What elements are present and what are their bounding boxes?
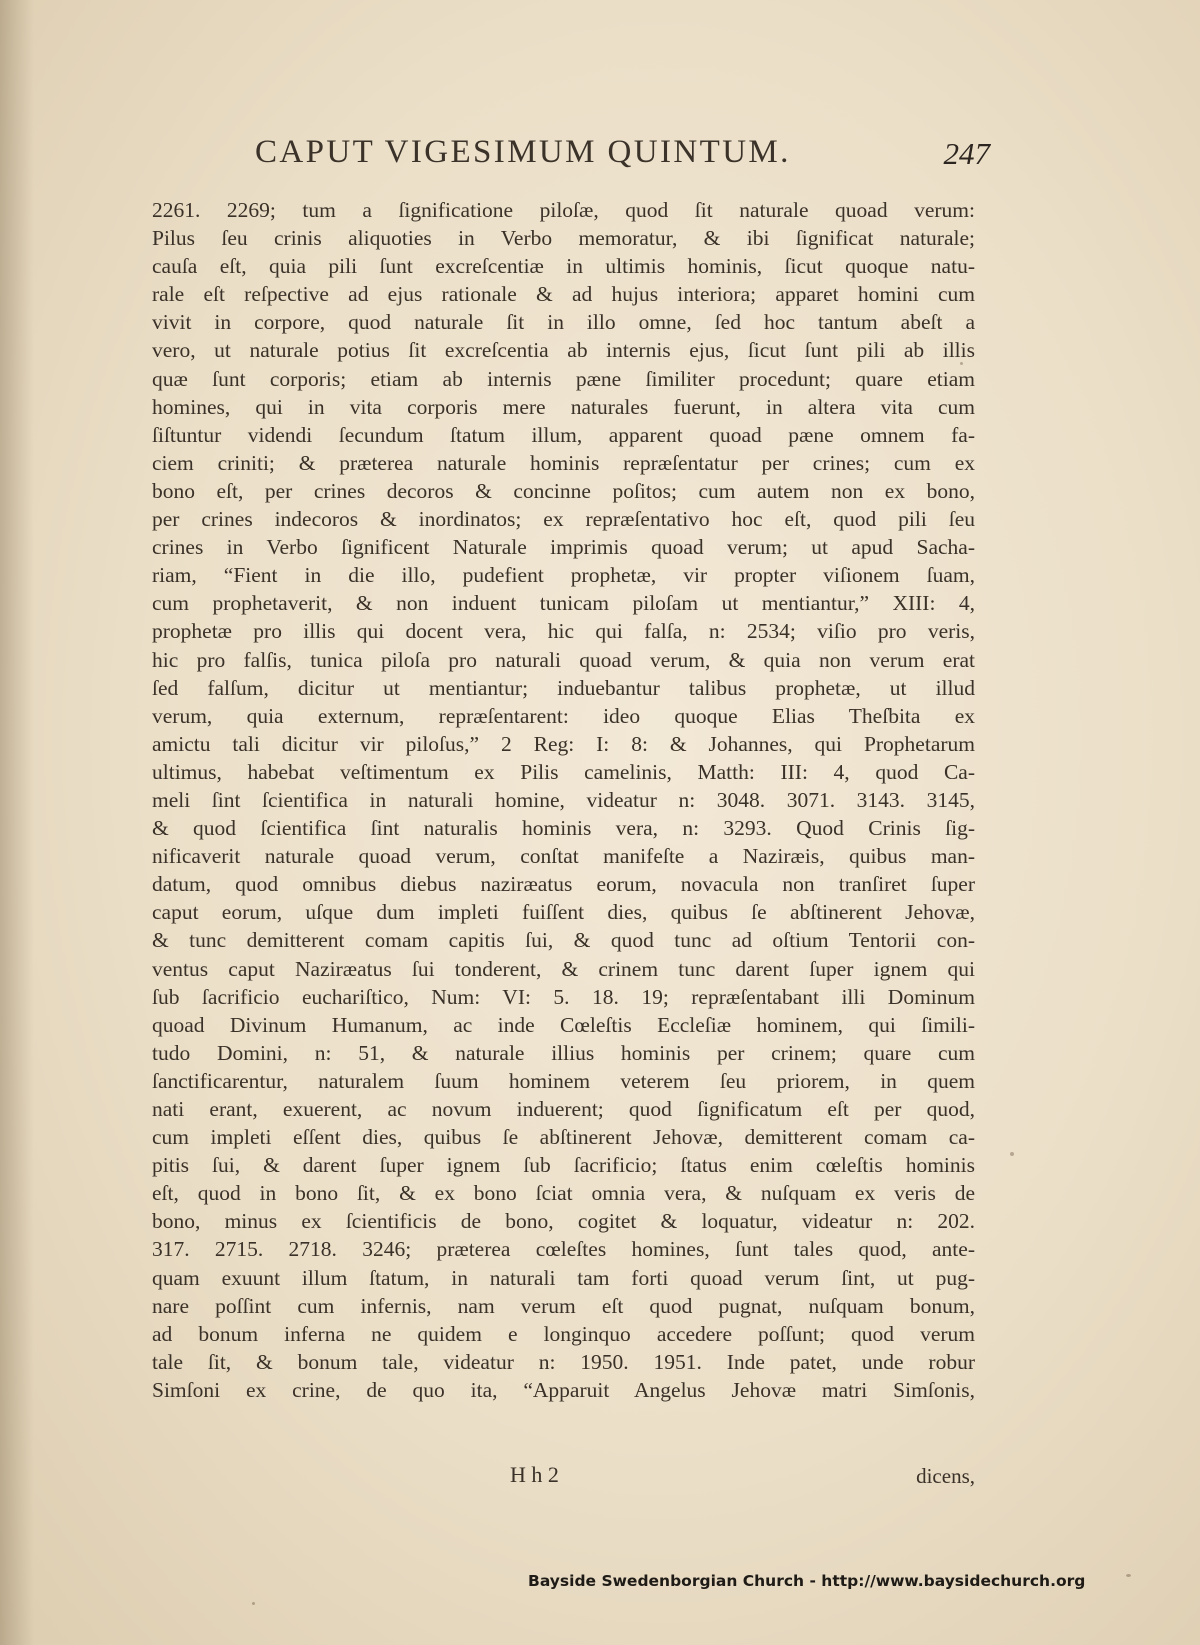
text-line: 317. 2715. 2718. 3246; præterea cœleſtes homines, ſunt tales quod, ante- xyxy=(152,1237,975,1262)
text-line: ventus caput Naziræatus ſui tonderent, & crinem tunc darent ſuper ignem qui xyxy=(152,956,975,981)
text-line: cum prophetaverit, & non induent tunicam piloſam ut mentiantur,” XIII: 4, xyxy=(152,591,975,616)
text-line: verum, quia externum, repræſentarent: ideo quoque Elias Theſbita ex xyxy=(152,703,975,728)
page-header xyxy=(150,128,990,176)
body-text xyxy=(152,196,975,1404)
text-line: caput eorum, uſque dum impleti fuiſſent dies, quibus ſe abſtinerent Jehovæ, xyxy=(152,900,975,925)
text-line: vivit in corpore, quod naturale ſit in illo omne, ſed hoc tantum abeſt a xyxy=(152,310,975,335)
paper-speck xyxy=(252,1602,255,1605)
gutter-shadow xyxy=(0,0,34,1645)
text-line: cum impleti eſſent dies, quibus ſe abſtinerent Jehovæ, demitterent comam ca- xyxy=(152,1125,975,1150)
text-line: bono, minus ex ſcientificis de bono, cogitet & loquatur, videatur n: 202. xyxy=(152,1209,975,1234)
text-line: ſed falſum, dicitur ut mentiantur; induebantur talibus prophetæ, ut illud xyxy=(152,675,975,700)
text-line: bono eſt, per crines decoros & concinne poſitos; cum autem non ex bono, xyxy=(152,478,975,503)
paper-speck xyxy=(960,362,963,365)
text-line: prophetæ pro illis qui docent vera, hic qui falſa, n: 2534; viſio pro veris, xyxy=(152,619,975,644)
page-footer xyxy=(150,1462,975,1492)
running-title: CAPUT VIGESIMUM QUINTUM. xyxy=(255,134,791,170)
page-number: 247 xyxy=(943,136,990,171)
text-line: rale eſt reſpective ad ejus rationale & ad hujus interiora; apparet homini cum xyxy=(152,282,975,307)
text-line: nare poſſint cum infernis, nam verum eſt quod pugnat, nuſquam bonum, xyxy=(152,1293,975,1318)
paper-speck xyxy=(1010,1152,1014,1156)
text-line: nificaverit naturale quoad verum, conſtat manifeſte a Naziræis, quibus man- xyxy=(152,844,975,869)
watermark: Bayside Swedenborgian Church - http://www.baysidechurch.org xyxy=(528,1572,1086,1590)
text-line: quæ ſunt corporis; etiam ab internis pæne ſimiliter procedunt; quare etiam xyxy=(152,366,975,391)
text-line: ultimus, habebat veſtimentum ex Pilis camelinis, Matth: III: 4, quod Ca- xyxy=(152,759,975,784)
text-line: meli ſint ſcientifica in naturali homine, videatur n: 3048. 3071. 3143. 3145, xyxy=(152,787,975,812)
text-line: & tunc demitterent comam capitis ſui, & quod tunc ad oſtium Tentorii con- xyxy=(152,928,975,953)
text-line: riam, “Fient in die illo, pudefient prophetæ, vir propter viſionem ſuam, xyxy=(152,563,975,588)
text-line: tale ſit, & bonum tale, videatur n: 1950. 1951. Inde patet, unde robur xyxy=(152,1349,975,1374)
text-line: datum, quod omnibus diebus naziræatus eorum, novacula non tranſiret ſuper xyxy=(152,872,975,897)
text-line: cauſa eſt, quia pili ſunt excreſcentiæ in ultimis hominis, ſicut quoque natu- xyxy=(152,254,975,279)
text-line: ad bonum inferna ne quidem e longinquo accedere poſſunt; quod verum xyxy=(152,1321,975,1346)
text-line: Pilus ſeu crinis aliquoties in Verbo memoratur, & ibi ſignificat naturale; xyxy=(152,226,975,251)
text-line: hic pro falſis, tunica piloſa pro naturali quoad verum, & quia non verum erat xyxy=(152,647,975,672)
text-line: Simſoni ex crine, de quo ita, “Apparuit Angelus Jehovæ matri Simſonis, xyxy=(152,1377,975,1402)
text-line: tudo Domini, n: 51, & naturale illius hominis per crinem; quare cum xyxy=(152,1040,975,1065)
text-line: per crines indecoros & inordinatos; ex repræſentativo hoc eſt, quod pili ſeu xyxy=(152,507,975,532)
text-line: ſub ſacrificio euchariſtico, Num: VI: 5. 18. 19; repræſentabant illi Dominum xyxy=(152,984,975,1009)
text-line: vero, ut naturale potius ſit excreſcentia ab internis ejus, ſicut ſunt pili ab illis xyxy=(152,338,975,363)
text-line: quam exuunt illum ſtatum, in naturali tam forti quoad verum ſint, ut pug- xyxy=(152,1265,975,1290)
text-line: ciem criniti; & præterea naturale hominis repræſentatur per crines; cum ex xyxy=(152,450,975,475)
catchword: dicens, xyxy=(916,1464,975,1488)
text-line: ſanctificarentur, naturalem ſuum hominem veterem ſeu priorem, in quem xyxy=(152,1068,975,1093)
text-line: nati erant, exuerent, ac novum induerent; quod ſignificatum eſt per quod, xyxy=(152,1097,975,1121)
text-line: 2261. 2269; tum a ſignificatione piloſæ, quod ſit naturale quoad verum: xyxy=(152,198,975,222)
text-line: homines, qui in vita corporis mere naturales fuerunt, in altera vita cum xyxy=(152,394,975,419)
text-line: pitis ſui, & darent ſuper ignem ſub ſacrificio; ſtatus enim cœleſtis hominis xyxy=(152,1153,975,1178)
text-line: crines in Verbo ſignificent Naturale imprimis quoad verum; ut apud Sacha- xyxy=(152,535,975,560)
signature-mark: H h 2 xyxy=(510,1462,559,1487)
text-line: quoad Divinum Humanum, ac inde Cœleſtis Eccleſiæ hominem, qui ſimili- xyxy=(152,1012,975,1037)
text-line: amictu tali dicitur vir piloſus,” 2 Reg: I: 8: & Johannes, qui Prophetarum xyxy=(152,731,975,756)
text-line: ſiſtuntur videndi ſecundum ſtatum illum, apparent quoad pæne omnem fa- xyxy=(152,422,975,447)
paper-speck xyxy=(1126,1574,1131,1577)
text-line: eſt, quod in bono ſit, & ex bono ſciat omnia vera, & nuſquam ex veris de xyxy=(152,1181,975,1206)
text-line: & quod ſcientifica ſint naturalis hominis vera, n: 3293. Quod Crinis ſig- xyxy=(152,816,975,841)
